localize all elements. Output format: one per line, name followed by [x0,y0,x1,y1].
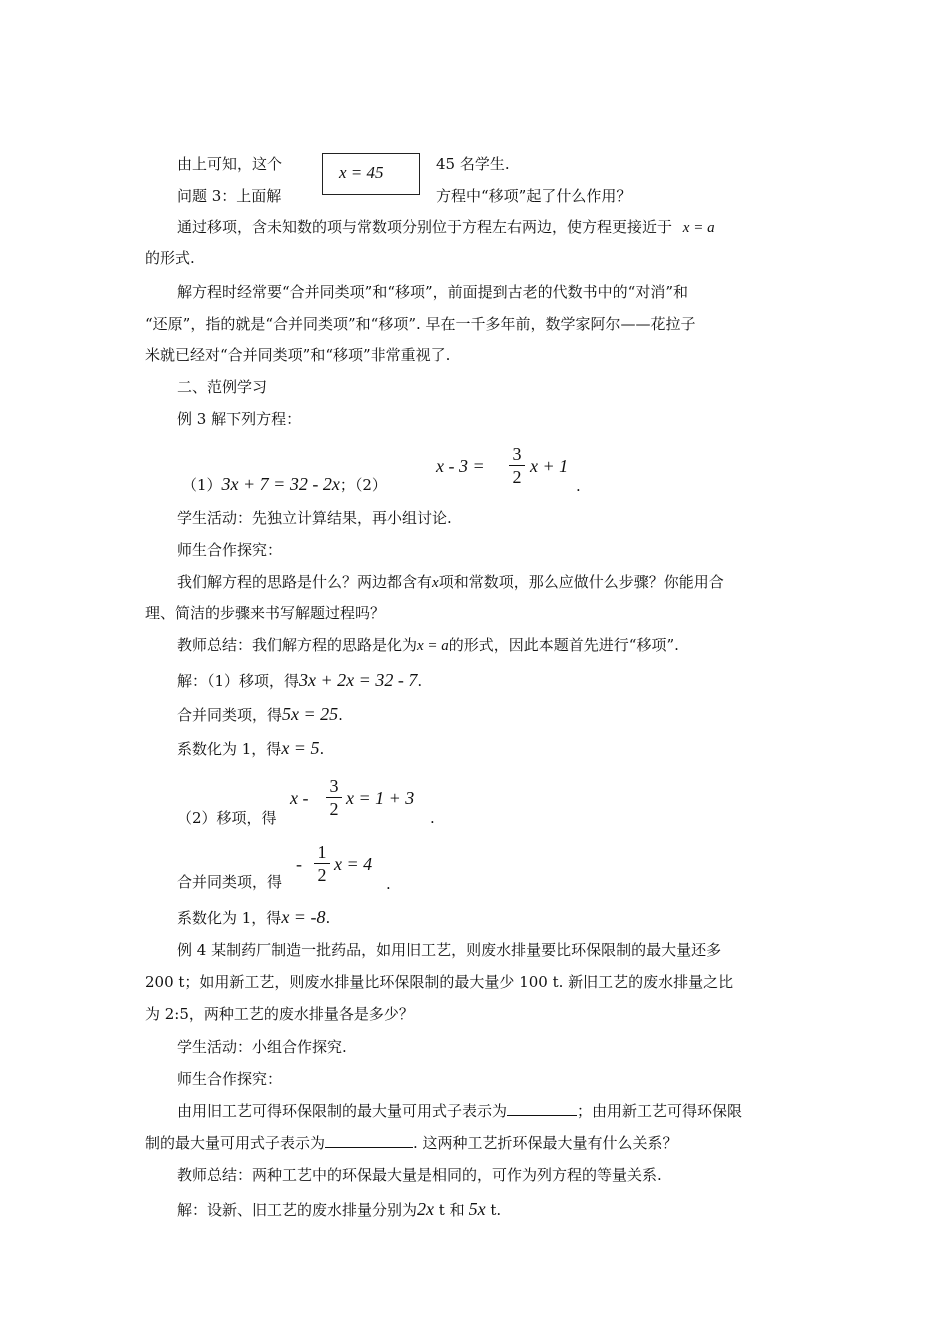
text-line: 的形式. [145,249,195,267]
text-line: 学生活动：先独立计算结果，再小组讨论. [177,509,452,527]
text-line: 我们解方程的思路是什么？两边都含有x项和常数项，那么应做什么步骤？你能用合 [177,573,724,591]
text-line: 问题 3：上面解 [177,187,282,205]
period: . [576,477,581,495]
text-line: 师生合作探究： [177,1070,283,1088]
text-line: 师生合作探究： [177,541,283,559]
equation-box [322,153,420,195]
solution-line: 合并同类项，得 [177,873,283,891]
fraction: 3 2 [509,444,525,487]
text-line: 制的最大量可用式子表示为 . 这两种工艺折环保最大量有什么关系？ [145,1134,678,1152]
text-line: 教师总结：两种工艺中的环保最大量是相同的，可作为列方程的等量关系. [177,1166,662,1184]
equation-right: x = 1 + 3 [346,788,415,808]
text-line: 例 4 某制药厂制造一批药品，如用旧工艺，则废水排量要比环保限制的最大量还多 [177,941,722,959]
equation-left: x - [290,788,309,808]
text-line: 学生活动：小组合作探究. [177,1038,347,1056]
example-title: 例 3 解下列方程： [177,410,302,428]
text-line: 由用旧工艺可得环保限制的最大量可用式子表示为 ；由用新工艺可得环保限 [177,1102,743,1120]
text-line: 通过移项，含未知数的项与常数项分别位于方程左右两边，使方程更接近于 x = a [177,218,715,236]
text-line: 为 2:5，两种工艺的废水排量各是多少？ [145,1005,414,1023]
solution-line: （2）移项，得 [177,809,277,827]
answer-blank[interactable] [507,1101,577,1116]
text-line: “还原”，指的就是“合并同类项”和“移项”. 早在一千多年前，数学家阿尔——花拉子 [145,315,696,333]
equation-left: x - 3 = [436,456,485,476]
text-line: 教师总结：我们解方程的思路是化为x = a的形式，因此本题首先进行“移项”. [177,636,679,654]
period: . [430,809,435,827]
equation-left: - [296,854,302,874]
section-heading: 二、范例学习 [177,378,268,396]
fraction: 1 2 [314,842,330,885]
solution-line: 合并同类项，得5x = 25. [177,704,343,724]
text-line: 200 t；如用新工艺，则废水排量比环保限制的最大量少 100 t. 新旧工艺的废水排量之比 [145,973,734,991]
period: . [386,875,391,893]
text-line: 解方程时经常要“合并同类项”和“移项”，前面提到古老的代数书中的“对消”和 [177,283,689,301]
equation-right: x + 1 [530,456,569,476]
answer-blank[interactable] [325,1133,413,1148]
text-line: 米就已经对“合并同类项”和“移项”非常重视了. [145,346,451,364]
equation-right: x = 4 [334,854,373,874]
text-line: 由上可知，这个 [177,155,283,173]
text-line: 解：设新、旧工艺的废水排量分别为2x t 和 5x t. [177,1199,502,1219]
solution-line: 解：（1）移项，得3x + 2x = 32 - 7. [177,670,423,690]
solution-line: 系数化为 1，得x = -8. [177,907,331,927]
text-line: 理、简洁的步骤来书写解题过程吗？ [145,604,386,622]
solution-line: 系数化为 1，得x = 5. [177,738,325,758]
text-line: 45 名学生. [436,155,510,173]
text-line: 方程中“移项”起了什么作用？ [436,187,632,205]
equation-line: （1）3x + 7 = 32 - 2x；（2） [182,474,387,494]
boxed-equation: x = 45 [339,163,384,182]
fraction: 3 2 [326,776,342,819]
